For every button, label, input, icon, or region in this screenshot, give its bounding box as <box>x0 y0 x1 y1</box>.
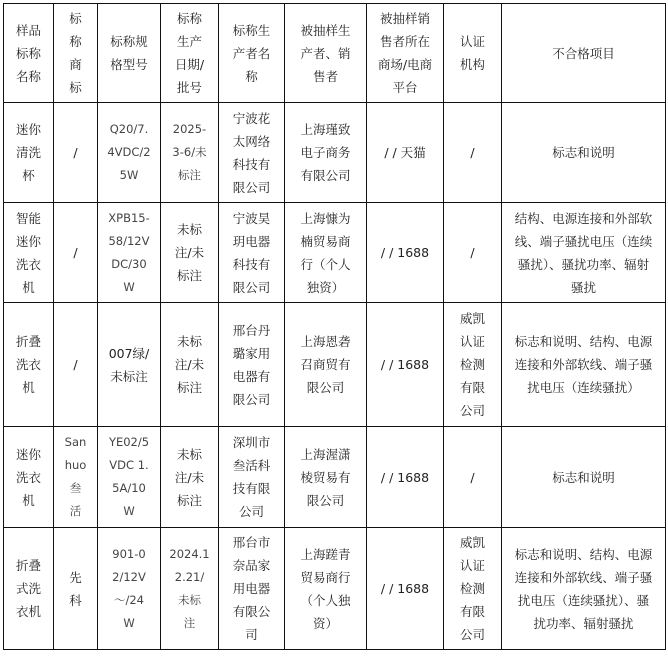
cell-text-line: 901-0 <box>112 546 146 561</box>
cell-text-line: XPB15- <box>108 210 150 225</box>
cell-text-line: 不合格项目 <box>552 45 615 61</box>
cell-text-line: ～/24 <box>113 592 144 607</box>
cell-text-line: 召商贸有 <box>300 357 351 372</box>
cell-text-line: YE02/5 <box>108 435 150 449</box>
cell-text-line: 日期/ <box>174 57 205 72</box>
cell-text-line: W <box>123 615 135 630</box>
cell-text-line: 被抽样生 <box>300 22 351 38</box>
cell-text-line: 标称 <box>15 45 41 61</box>
cell-text-line: 威凯 <box>459 535 485 550</box>
cell-text-line: San <box>64 435 87 449</box>
cell-text-line: 资） <box>312 615 338 631</box>
cell-text-line: 标 <box>69 11 82 26</box>
cell-text-line: / / 1688 <box>380 245 430 260</box>
cell-text-line: 连接和外部软线、端子骚 <box>514 357 653 372</box>
cell-text-line: 技有限 <box>232 481 271 496</box>
cell-text-line: 上海慷为 <box>300 210 351 226</box>
cell-text-line: 认证 <box>459 334 485 349</box>
cell-manufacturer <box>219 103 285 203</box>
cell-text-line: 科技有 <box>232 256 271 272</box>
cell-brand <box>54 203 98 303</box>
cell-text-line: 认证 <box>459 558 485 573</box>
cell-text-line: 连接和外部软线、端子骚 <box>514 569 653 585</box>
cell-text-line: 迷你 <box>15 233 41 249</box>
cell-text-line: 平台 <box>392 80 418 95</box>
cell-text-line: 深圳市 <box>232 435 271 450</box>
table-row <box>4 103 666 203</box>
cell-text-line: 标称 <box>176 11 202 26</box>
cell-text-line: / / 天猫 <box>384 145 426 160</box>
cell-text-line: 邢台丹 <box>232 322 271 338</box>
cell-text-line: 公司 <box>459 627 485 642</box>
cell-text-line: 有限公司 <box>300 168 351 183</box>
cell-text-line: 洗衣 <box>15 469 41 485</box>
cell-text-line: 3-6/未 <box>172 145 207 159</box>
cell-text-line: 5W <box>119 168 139 182</box>
cell-sampled-seller <box>285 427 367 528</box>
cell-text-line: 璐家用 <box>232 345 271 361</box>
cell-model <box>98 427 161 528</box>
cell-text-line: 扰功率、辐射骚扰 <box>533 615 634 631</box>
cell-production-date <box>161 427 219 528</box>
cell-text-line: 标志和说明 <box>552 469 615 485</box>
cell-certification-body <box>444 203 502 303</box>
cell-text-line: 有限公 <box>232 604 271 619</box>
cell-text-line: / <box>470 469 475 485</box>
cell-text-line: 楠贸易商 <box>300 233 351 249</box>
cell-text-line: 司 <box>245 627 258 642</box>
cell-text-line: 式洗 <box>15 581 41 596</box>
cell-text-line: 注/未 <box>174 357 205 372</box>
cell-text-line: 宁波花 <box>232 110 271 126</box>
cell-brand <box>54 528 98 650</box>
cell-text-line: 上海渥潇 <box>300 446 351 462</box>
cell-text-line: / / 1688 <box>380 469 430 485</box>
cell-text-line: / <box>73 145 78 160</box>
cell-text-line: 叁 <box>69 481 82 495</box>
cell-nonconforming-items <box>502 303 666 427</box>
cell-text-line: 智能 <box>15 210 41 226</box>
cell-text-line: 未标 <box>176 446 202 462</box>
cell-text-line: 折叠 <box>15 334 41 349</box>
cell-text-line: 商 <box>69 57 82 72</box>
cell-manufacturer <box>219 303 285 427</box>
cell-text-line: 活 <box>69 504 82 518</box>
cell-text-line: 电子商务 <box>300 145 351 160</box>
cell-text-line: 先 <box>69 569 82 585</box>
inspection-results-table <box>3 3 666 650</box>
cell-text-line: 售者所在 <box>379 34 430 49</box>
cell-text-line: 限公司 <box>306 492 345 508</box>
cell-text-line: 威凯 <box>459 311 485 326</box>
cell-text-line: 批号 <box>176 80 202 95</box>
cell-production-date <box>161 203 219 303</box>
cell-text-line: 称 <box>69 34 82 49</box>
cell-platform <box>367 203 444 303</box>
cell-certification-body <box>444 303 502 427</box>
cell-text-line: 宁波昊 <box>232 210 271 226</box>
cell-text-line: 上海蹉青 <box>300 546 351 562</box>
cell-text-line: 未标注 <box>110 368 148 384</box>
cell-text-line: 2025- <box>172 122 207 136</box>
cell-model <box>98 528 161 650</box>
cell-text-line: 标志和说明、结构、电源 <box>514 546 653 562</box>
header-brand <box>54 4 98 103</box>
cell-text-line: 洗衣 <box>15 357 41 372</box>
cell-text-line: 洗衣 <box>15 256 41 272</box>
cell-text-line: 2.21/ <box>174 569 205 584</box>
cell-sampled-seller <box>285 303 367 427</box>
cell-text-line: 扰电压（连续骚扰） <box>527 380 640 395</box>
cell-text-line: 贸易商行 <box>300 569 351 585</box>
header-certification-body <box>444 4 502 103</box>
cell-manufacturer <box>219 427 285 528</box>
cell-platform <box>367 303 444 427</box>
cell-text-line: 骚扰 <box>570 279 596 295</box>
cell-text-line: Q20/7. <box>109 122 149 136</box>
cell-text-line: / <box>73 357 78 372</box>
cell-text-line: 骚扰）、骚扰功率、辐射 <box>517 256 650 272</box>
cell-text-line: 2/12V <box>112 569 146 584</box>
cell-text-line: 衣机 <box>15 604 41 619</box>
cell-model <box>98 103 161 203</box>
cell-text-line: 58/12V <box>108 233 150 248</box>
table-row <box>4 528 666 650</box>
cell-text-line: / <box>470 145 475 160</box>
cell-platform <box>367 528 444 650</box>
cell-text-line: 上海恩砻 <box>300 334 351 349</box>
cell-production-date <box>161 303 219 427</box>
cell-text-line: 折叠 <box>15 558 41 573</box>
cell-text-line: 被抽样销 <box>379 11 430 26</box>
header-production-date <box>161 4 219 103</box>
cell-text-line: 未标 <box>176 334 202 349</box>
cell-text-line: 样品 <box>15 22 41 38</box>
cell-manufacturer <box>219 203 285 303</box>
header-model <box>98 4 161 103</box>
cell-model <box>98 303 161 427</box>
cell-text-line: 迷你 <box>15 122 41 137</box>
cell-text-line: 上海瑾致 <box>300 122 351 137</box>
cell-text-line: 有限 <box>459 380 485 395</box>
cell-text-line: 未标 <box>178 592 201 607</box>
cell-text-line: 标志和说明 <box>552 145 615 160</box>
header-manufacturer <box>219 4 285 103</box>
cell-text-line: 太网络 <box>232 133 271 149</box>
cell-text-line: 清洗 <box>15 145 41 160</box>
cell-text-line: 迷你 <box>15 446 41 462</box>
cell-text-line: 限公司 <box>232 179 271 195</box>
cell-text-line: 名称 <box>15 68 41 84</box>
cell-text-line: 线、端子骚扰电压（连续 <box>514 233 653 249</box>
cell-text-line: 限公司 <box>232 279 271 295</box>
cell-text-line: 用电器 <box>232 581 271 596</box>
cell-text-line: 检测 <box>459 357 485 372</box>
cell-text-line: 科 <box>69 592 82 608</box>
cell-text-line: 标注 <box>176 380 202 395</box>
table-row <box>4 303 666 427</box>
cell-sample-name <box>4 427 54 528</box>
cell-text-line: 5A/10 <box>112 481 146 495</box>
cell-sampled-seller <box>285 103 367 203</box>
cell-certification-body <box>444 427 502 528</box>
cell-brand <box>54 427 98 528</box>
cell-text-line: 标注 <box>176 268 202 283</box>
cell-sample-name <box>4 303 54 427</box>
cell-platform <box>367 427 444 528</box>
cell-text-line: 标注 <box>176 492 202 508</box>
cell-brand <box>54 303 98 427</box>
cell-text-line: 称 <box>245 68 258 84</box>
cell-certification-body <box>444 528 502 650</box>
cell-text-line: 邢台市 <box>232 535 271 550</box>
header-platform <box>367 4 444 103</box>
cell-text-line: 注/未 <box>174 245 205 260</box>
cell-text-line: / <box>73 245 78 260</box>
table-row <box>4 427 666 528</box>
cell-text-line: W <box>123 504 135 518</box>
cell-text-line: 扰电压（连续骚扰）、骚 <box>517 592 650 608</box>
cell-manufacturer <box>219 528 285 650</box>
cell-text-line: 结构、电源连接和外部软 <box>514 210 653 226</box>
cell-sample-name <box>4 103 54 203</box>
cell-text-line: 格型号 <box>110 57 148 72</box>
cell-nonconforming-items <box>502 427 666 528</box>
cell-nonconforming-items <box>502 203 666 303</box>
cell-text-line: 产者名 <box>232 45 271 61</box>
cell-text-line: / / 1688 <box>380 357 430 372</box>
cell-text-line: DC/30 <box>111 256 147 271</box>
cell-text-line: 4VDC/2 <box>107 145 151 159</box>
cell-text-line: 商场/电商 <box>377 57 433 72</box>
cell-sample-name <box>4 203 54 303</box>
header-row <box>4 4 666 103</box>
cell-text-line: 检测 <box>459 581 485 596</box>
cell-text-line: 标注 <box>178 168 201 182</box>
cell-text-line: 007绿/ <box>108 345 150 361</box>
cell-nonconforming-items <box>502 103 666 203</box>
header-sample-name <box>4 4 54 103</box>
cell-text-line: 限公司 <box>232 391 271 407</box>
cell-production-date <box>161 103 219 203</box>
cell-text-line: 产者、销 <box>300 45 351 61</box>
header-sampled-seller <box>285 4 367 103</box>
cell-text-line: 奈品家 <box>232 558 271 573</box>
cell-text-line: W <box>123 279 135 294</box>
cell-text-line: 公司 <box>238 504 264 519</box>
cell-text-line: 限公司 <box>306 380 345 395</box>
cell-text-line: 独资） <box>306 279 345 295</box>
cell-text-line: 有限 <box>459 604 485 619</box>
cell-platform <box>367 103 444 203</box>
cell-text-line: 公司 <box>459 403 485 418</box>
cell-text-line: 杯 <box>22 168 35 183</box>
cell-text-line: 标称生 <box>232 22 271 38</box>
cell-production-date <box>161 528 219 650</box>
cell-text-line: 注 <box>183 615 196 630</box>
cell-sampled-seller <box>285 203 367 303</box>
cell-text-line: 机 <box>22 380 35 395</box>
cell-text-line: 棱贸易有 <box>300 469 351 485</box>
cell-text-line: 认证 <box>459 34 485 49</box>
cell-certification-body <box>444 103 502 203</box>
cell-text-line: VDC 1. <box>109 458 149 472</box>
header-nonconforming-items <box>502 4 666 103</box>
cell-text-line: 叁活科 <box>232 458 271 473</box>
cell-text-line: 生产 <box>176 34 202 49</box>
cell-nonconforming-items <box>502 528 666 650</box>
cell-text-line: 玥电器 <box>232 233 271 249</box>
cell-text-line: 机构 <box>459 57 485 72</box>
cell-text-line: / / 1688 <box>380 581 430 596</box>
cell-text-line: 机 <box>22 279 35 295</box>
cell-text-line: 标志和说明、结构、电源 <box>514 334 653 349</box>
cell-text-line: 行（个人 <box>300 256 351 272</box>
cell-text-line: 标 <box>69 80 82 95</box>
table-row <box>4 203 666 303</box>
cell-text-line: 注/未 <box>174 469 205 485</box>
cell-text-line: 标称规 <box>110 34 148 49</box>
cell-text-line: （个人独 <box>300 592 351 608</box>
cell-text-line: 机 <box>22 492 35 508</box>
cell-text-line: 电器有 <box>232 368 271 384</box>
cell-text-line: / <box>470 245 475 260</box>
cell-text-line: 售者 <box>312 68 338 84</box>
cell-brand <box>54 103 98 203</box>
cell-model <box>98 203 161 303</box>
cell-sample-name <box>4 528 54 650</box>
cell-text-line: 未标 <box>176 222 202 237</box>
cell-text-line: huo <box>64 458 87 472</box>
cell-text-line: 科技有 <box>232 156 271 172</box>
cell-text-line: 2024.1 <box>169 546 210 561</box>
cell-sampled-seller <box>285 528 367 650</box>
